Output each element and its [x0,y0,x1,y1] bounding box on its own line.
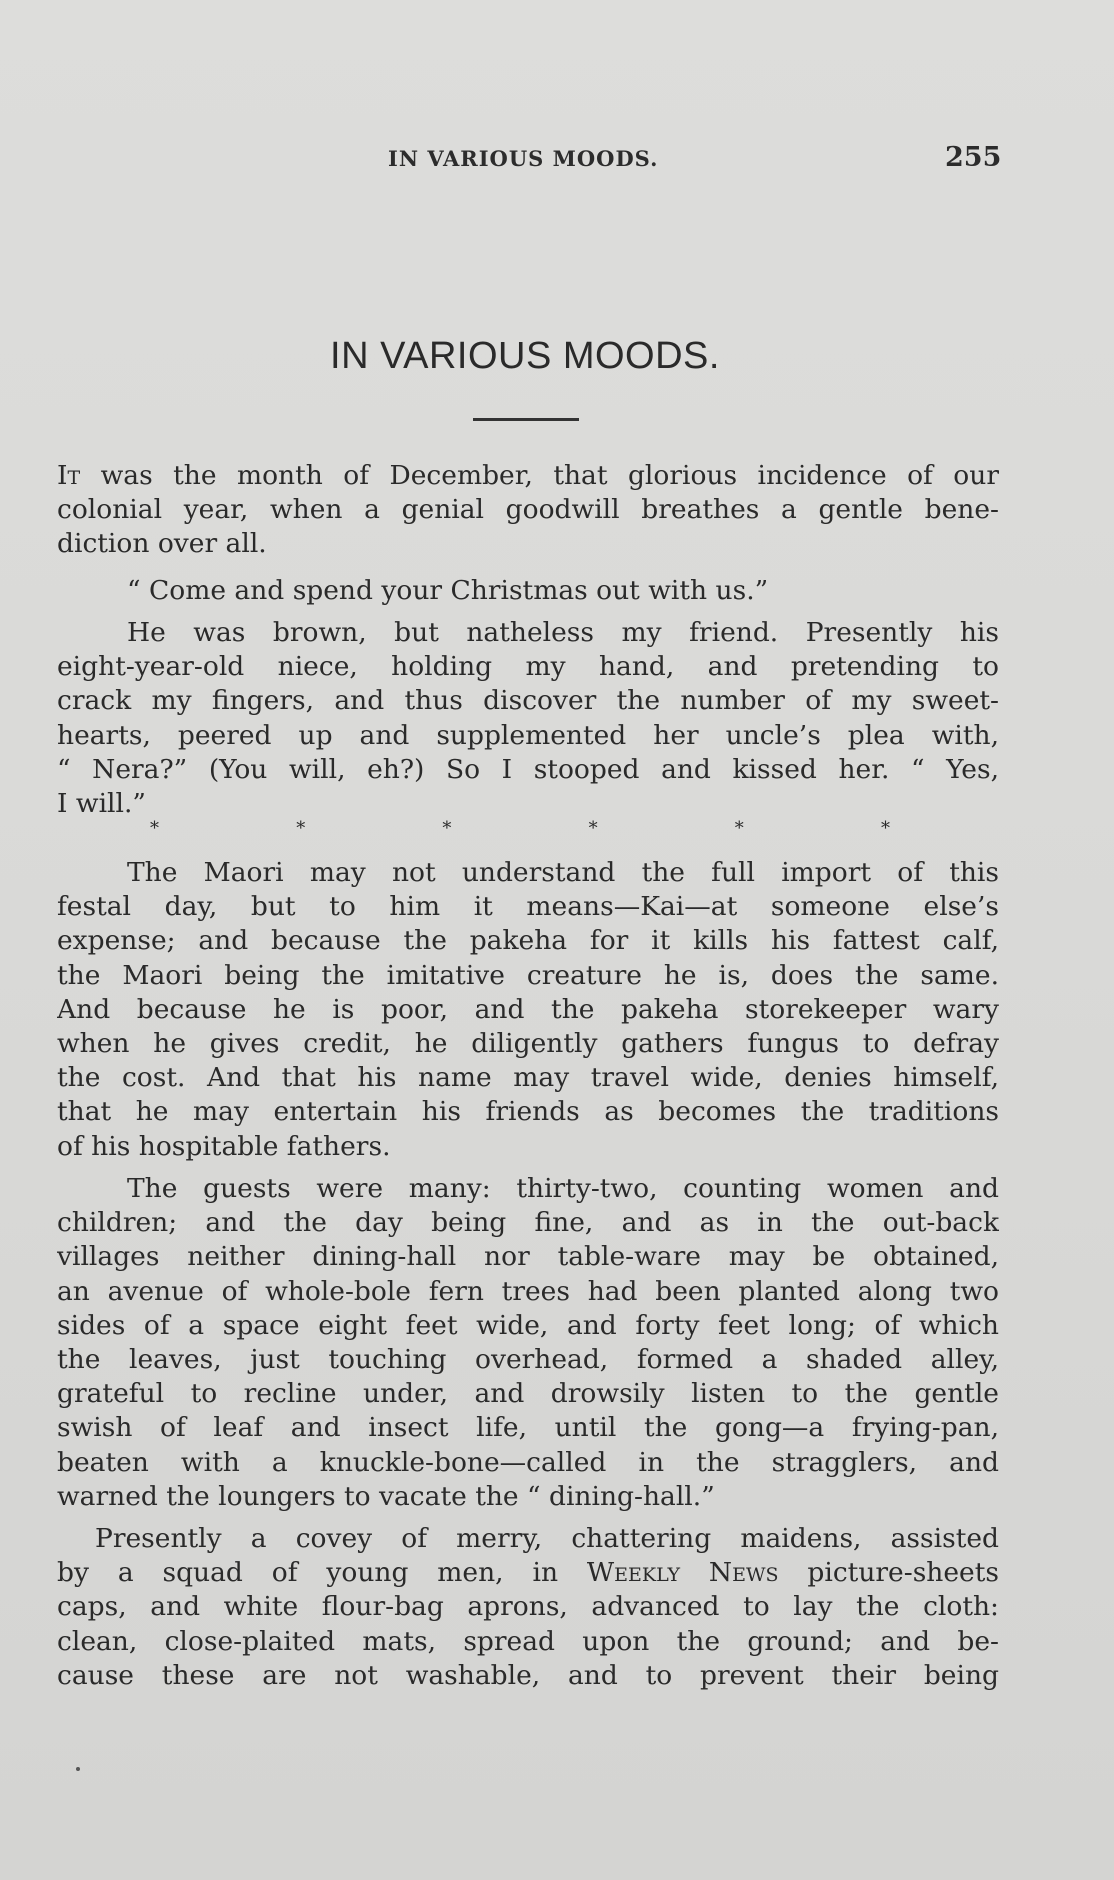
paragraph-1 [57,459,999,562]
paragraph-line: hearts, peered up and supplemented her uncle’s plea with, [57,719,999,751]
paragraph-4 [57,856,999,1164]
paragraph-line: crack my fingers, and thus discover the number of my sweet- [57,685,999,717]
paragraph-line: festal day, but to him it means—Kai—at someone else’s [57,891,999,923]
paragraph-line: expense; and because the pakeha for it kills his fattest calf, [57,925,999,957]
paragraph-line: eight-year-old niece, holding my hand, and pretending to [57,651,999,683]
paragraph-5 [57,1172,999,1514]
paragraph-line: an avenue of whole-bole fern trees had been planted along two [57,1275,999,1307]
paragraph-line: “ Come and spend your Christmas out with us.” [127,575,769,606]
paper-speck [76,1767,80,1771]
paragraph-2 [127,574,887,608]
opening-word: It [57,460,81,491]
paragraph-line: that he may entertain his friends as becomes the traditions [57,1096,999,1128]
paragraph-line: by a squad of young men, in Weekly News picture-sheets [57,1557,999,1589]
paragraph-line: warned the loungers to vacate the “ dining-hall.” [57,1480,715,1512]
paragraph-line: cause these are not washable, and to prevent their being [57,1659,999,1691]
paragraph-line: It was the month of December, that glorious incidence of our [57,460,999,491]
section-separator [150,818,890,839]
paragraph-line: children; and the day being fine, and as in the out-back [57,1207,999,1239]
separator-star: * [442,818,452,839]
paragraph-line: caps, and white flour-bag aprons, advanced to lay the cloth: [57,1591,999,1623]
paragraph-line: the leaves, just touching overhead, formed a shaded alley, [57,1344,999,1376]
paragraph-line: the Maori being the imitative creature he is, does the same. [57,959,999,991]
paragraph-line: the cost. And that his name may travel wide, denies himself, [57,1062,999,1094]
paragraph-line: sides of a space eight feet wide, and forty feet long; of which [57,1309,999,1341]
separator-star: * [296,818,306,839]
paragraph-line: diction over all. [57,528,267,560]
paragraph-line: He was brown, but natheless my friend. Presently his [127,617,999,648]
paragraph-line: beaten with a knuckle-bone—called in the stragglers, and [57,1446,999,1478]
separator-star: * [734,818,744,839]
paragraph-line: “ Nera?” (You will, eh?) So I stooped and kissed her. “ Yes, [57,753,999,785]
title-rule [473,418,579,421]
separator-star: * [588,818,598,839]
paragraph-6 [57,1522,999,1693]
paragraph-line: grateful to recline under, and drowsily listen to the gentle [57,1378,999,1410]
paragraph-line: clean, close-plaited mats, spread upon the ground; and be- [57,1625,999,1657]
separator-star: * [150,818,159,839]
page-number: 255 [945,142,1002,173]
paragraph-line: Presently a covey of merry, chattering maidens, assisted [95,1523,999,1554]
paragraph-line: The Maori may not understand the full import of this [127,857,999,888]
paragraph-line: of his hospitable fathers. [57,1130,391,1162]
separator-star: * [880,818,890,839]
paragraph-line: colonial year, when a genial goodwill breathes a gentle bene- [57,494,999,526]
running-head: IN VARIOUS MOODS. [388,146,659,171]
chapter-title: IN VARIOUS MOODS. [330,335,720,377]
paragraph-line: villages neither dining-hall nor table-ware may be obtained, [57,1241,999,1273]
paragraph-line: The guests were many: thirty-two, counting women and [127,1173,999,1204]
paragraph-line: swish of leaf and insect life, until the gong—a frying-pan, [57,1412,999,1444]
newspaper-name: Weekly News [586,1557,779,1589]
paragraph-line: when he gives credit, he diligently gathers fungus to defray [57,1028,999,1060]
paragraph-line: I will.” [57,788,146,820]
paragraph-line: And because he is poor, and the pakeha storekeeper wary [57,993,999,1025]
paragraph-3 [57,616,999,821]
